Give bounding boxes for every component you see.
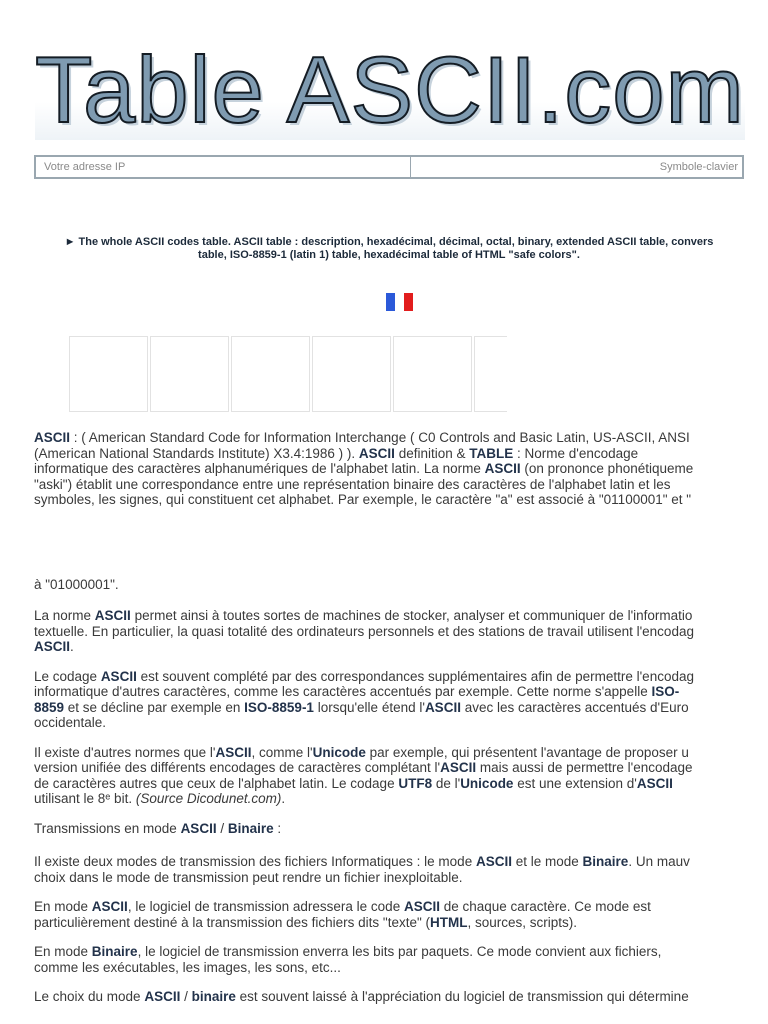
ad-tile[interactable] xyxy=(393,336,472,412)
ad-tile[interactable] xyxy=(150,336,229,412)
paragraph-iso8859: Le codage ASCII est souvent complété par des correspondances supplémentaires afin de permettre l'encodag informatique d'autres caractères, comme les caractères accentués par exemple. Cette norme s'appelle ISO- 8859 et se décline par exemple en ISO-8859-1 lorsqu'elle étend l'ASCII avec les caractères accentués d'Euro occidentale. xyxy=(34,668,694,730)
ip-address-label: Votre adresse IP xyxy=(36,157,411,177)
text-line: informatique des caractères alphanumériques de l'alphabet latin. La norme ASCII (on prononce phonétiqueme xyxy=(34,461,694,476)
ad-tile-row xyxy=(69,336,507,414)
paragraph-mode-choice: Le choix du mode ASCII / binaire est souvent laissé à l'appréciation du logiciel de transmission qui détermine xyxy=(34,989,689,1004)
ad-tile[interactable] xyxy=(312,336,391,412)
intro-summary xyxy=(34,236,744,262)
french-flag-icon[interactable] xyxy=(386,293,413,311)
ip-info-bar xyxy=(34,155,744,179)
paragraph-binary-mode: En mode Binaire, le logiciel de transmission enverra les bits par paquets. Ce mode convient aux fichiers, comme les exécutables, les images, les sons, etc... xyxy=(34,944,662,975)
ad-tile[interactable] xyxy=(474,336,507,412)
ad-tile[interactable] xyxy=(231,336,310,412)
text-line: ASCII : ( American Standard Code for Information Interchange ( C0 Controls and Basic Latin, US-ASCII, ANSI xyxy=(34,430,690,445)
site-logo-text: Table ASCII.com xyxy=(35,45,745,140)
paragraph-ascii-mode: En mode ASCII, le logiciel de transmission adressera le code ASCII de chaque caractère. Ce mode est particulièrement destiné à la transmission des fichiers dits "texte" (HTML, sources, scripts). xyxy=(34,899,651,930)
section-heading-transmissions: Transmissions en mode ASCII / Binaire : xyxy=(34,820,282,836)
flag-stripe-red xyxy=(404,293,413,311)
flag-stripe-blue xyxy=(386,293,395,311)
keyboard-symbol-link[interactable]: Symbole-clavier xyxy=(659,161,738,173)
paragraph-norm: La norme ASCII permet ainsi à toutes sortes de machines de stocker, analyser et communiquer de l'informatio textuelle. En particulier, la quasi totalité des ordinateurs personnels et des stations de travail utilisent l'encodag ASCII. xyxy=(34,608,694,654)
flag-stripe-white xyxy=(395,293,404,311)
paragraph-definition xyxy=(34,430,744,508)
text-line: "aski") établit une correspondance entre une représentation binaire des caractères de l'alphabet latin et les xyxy=(34,476,671,492)
paragraph-continuation: à "01000001". xyxy=(34,576,119,592)
paragraph-unicode: Il existe d'autres normes que l'ASCII, comme l'Unicode par exemple, qui présentent l'avantage de proposer u version unifiée des différents encodages de caractères complétant l'ASCII mais aussi de permettre l'encodage de caractères autres que ceux de l'alphabet latin. Le codage UTF8 de l'Unicode est une extension d'ASCII utilisant le 8ᵉ bit. (Source Dicodunet.com). xyxy=(34,744,693,806)
ad-tile[interactable] xyxy=(69,336,148,412)
text-line: (American National Standards Institute) X3.4:1986 ) ). ASCII definition & TABLE : Norme d'encodage xyxy=(34,445,639,461)
intro-line: ► The whole ASCII codes table. ASCII table : description, hexadécimal, décimal, octal, binary, extended ASCII table, convers xyxy=(64,236,714,248)
source-citation: (Source Dicodunet.com) xyxy=(135,791,282,806)
site-logo[interactable] xyxy=(35,45,745,140)
text-line: symboles, les signes, qui constituent cet alphabet. Par exemple, le caractère "a" est associé à "01100001" et " xyxy=(34,492,692,507)
article-body xyxy=(34,430,744,1005)
intro-line: table, ISO-8859-1 (latin 1) table, hexadécimal table of HTML "safe colors". xyxy=(198,249,580,261)
paragraph-modes: Il existe deux modes de transmission des fichiers Informatiques : le mode ASCII et le mode Binaire. Un mauv choix dans le mode de transmission peut rendre un fichier inexploitable. xyxy=(34,854,690,885)
